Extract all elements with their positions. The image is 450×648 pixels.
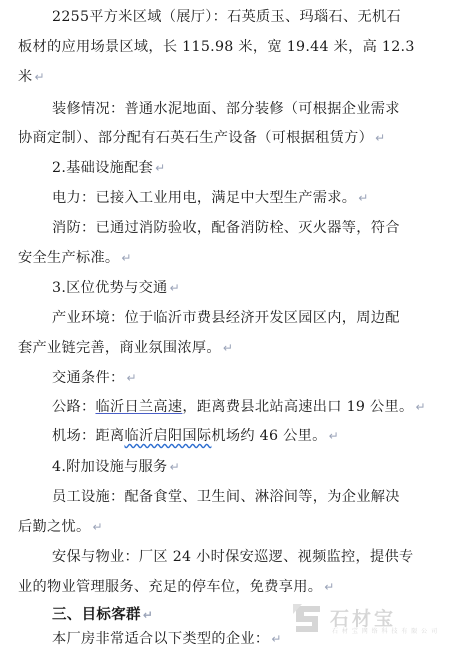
paragraph-mark-icon: ↵ [271, 632, 282, 646]
paragraph-mark-icon: ↵ [358, 191, 369, 205]
paragraph-line: 2255平方米区域（展厅）：石英质玉、玛瑙石、无机石 [52, 9, 401, 25]
paragraph-line: 业的物业管理服务、充足的停车位，免费享用。 ↵ [18, 579, 335, 595]
paragraph-line: 机场：距离临沂启阳国际机场约 46 公里。 ↵ [52, 428, 339, 444]
highway-link-text: 临沂日兰高速 [95, 399, 183, 415]
paragraph-line: 后勤之忧。 ↵ [18, 519, 103, 535]
section-heading: 2.基础设施配套 ↵ [52, 160, 166, 176]
paragraph-mark-icon: ↵ [415, 400, 426, 414]
paragraph-line: 安全生产标准。 ↵ [18, 250, 132, 266]
paragraph-line: 员工设施：配备食堂、卫生间、淋浴间等，为企业解决 [52, 489, 400, 505]
paragraph-line: 板材的应用场景区域，长 115.98 米，宽 19.44 米，高 12.3 [18, 39, 415, 55]
paragraph-line: 套产业链完善，商业氛围浓厚。 ↵ [18, 340, 234, 356]
paragraph-mark-icon: ↵ [155, 161, 166, 175]
paragraph-mark-icon: ↵ [375, 131, 386, 145]
paragraph-line: 米 ↵ [18, 69, 45, 85]
paragraph-mark-icon: ↵ [92, 520, 103, 534]
paragraph-line: 消防：已通过消防验收，配备消防栓、灭火器等，符合 [52, 220, 400, 236]
paragraph-mark-icon: ↵ [324, 580, 335, 594]
paragraph-mark-icon: ↵ [328, 429, 339, 443]
paragraph-mark-icon: ↵ [34, 70, 45, 84]
airport-name-text: 临沂启阳国际 [124, 428, 212, 444]
section-heading: 4.附加设施与服务 ↵ [52, 459, 180, 475]
paragraph-line: 安保与物业：厂区 24 小时保安巡逻、视频监控，提供专 [52, 549, 414, 565]
brand-logo-icon [290, 602, 326, 636]
paragraph-mark-icon: ↵ [169, 281, 180, 295]
paragraph-line: 电力：已接入工业用电，满足中大型生产需求。 ↵ [52, 190, 369, 206]
paragraph-line: 交通条件： ↵ [52, 370, 137, 386]
watermark-brand-text: 石材宝 [330, 608, 397, 630]
paragraph-mark-icon: ↵ [169, 460, 180, 474]
section-heading: 3.区位优势与交通 ↵ [52, 280, 180, 296]
watermark-sub-text: 石 材 宝 网 络 科 技 有 限 公 司 [332, 628, 439, 635]
paragraph-line: 公路：临沂日兰高速，距离费县北站高速出口 19 公里。 ↵ [52, 399, 426, 415]
paragraph-line: 装修情况：普通水泥地面、部分装修（可根据企业需求 [52, 101, 400, 117]
paragraph-line: 本厂房非常适合以下类型的企业： ↵ [52, 631, 282, 647]
paragraph-mark-icon: ↵ [142, 608, 154, 622]
paragraph-line: 产业环境：位于临沂市费县经济开发区园区内，周边配 [52, 310, 400, 326]
paragraph-mark-icon: ↵ [222, 341, 234, 355]
chapter-heading: 三、目标客群 ↵ [52, 606, 154, 623]
paragraph-mark-icon: ↵ [121, 251, 132, 265]
paragraph-mark-icon: ↵ [126, 371, 137, 385]
paragraph-line: 协商定制）、部分配有石英石生产设备（可根据租赁方） ↵ [18, 130, 386, 146]
brand-watermark [290, 602, 440, 636]
